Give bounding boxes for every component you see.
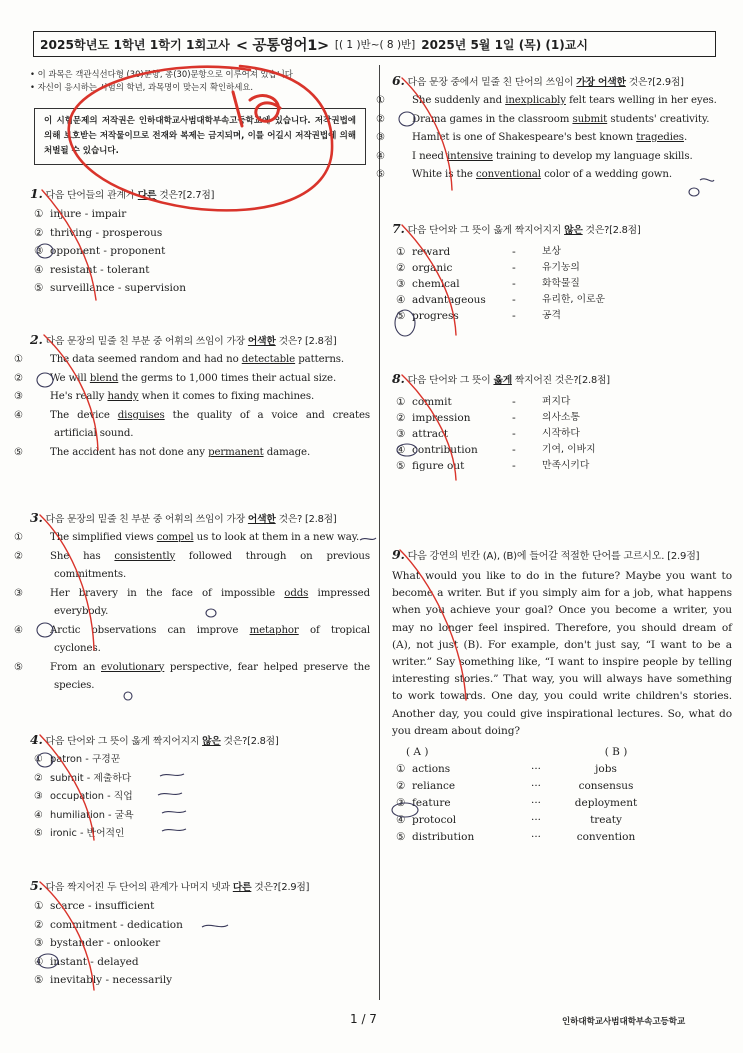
option-meaning: 시작하다 — [542, 428, 580, 439]
note-line: • 자신이 응시하는 시험의 학년, 과목명이 맞는지 확인하세요. — [30, 82, 254, 92]
option-word: figure out — [412, 460, 465, 472]
option-4[interactable] — [30, 807, 370, 826]
exam-notes — [30, 68, 370, 94]
option-text: The simplified views — [50, 532, 157, 543]
option-dash: - — [512, 262, 516, 274]
option-number: ① — [14, 354, 24, 365]
option-text: The data seemed random and had no — [50, 354, 242, 365]
option-number: ③ — [396, 278, 406, 290]
option-2[interactable] — [376, 111, 732, 130]
question-title — [392, 73, 732, 90]
exam-term: 2025학년도 1학년 1학기 1회고사 — [40, 37, 230, 52]
option-4[interactable] — [30, 953, 370, 972]
passage: What would you like to do in the future? Maybe you want to become a writer. But if you simply aim for a job, what happens when you achieve your goal? Once you become a writer, you may no longer feel inspired. Therefore, you should dream of (A), not just (B). For example, don't just say, “I want to be a writer.” Say something like, “I want to inspire people by telling interesting stories.” That way, you will always have something to work towards. One day, you could write children's stories. Another day, you could give inspirational lectures. So, what do you dream about doing? — [392, 570, 732, 737]
option-number: ① — [34, 208, 44, 220]
title-text: 것은? [2.8점] — [275, 514, 337, 525]
option-2[interactable] — [392, 260, 732, 276]
option-1[interactable] — [30, 751, 370, 770]
option-number: ⑤ — [396, 310, 406, 322]
column-divider — [379, 65, 380, 1000]
option-text: injure - impair — [50, 208, 127, 220]
option-2[interactable] — [30, 224, 370, 243]
option-5[interactable] — [14, 444, 370, 463]
option-number: ① — [376, 95, 386, 106]
option-3[interactable] — [392, 276, 732, 292]
option-number: ① — [34, 900, 44, 912]
underlined-word: detectable — [241, 354, 296, 365]
option-text: Drama games in the classroom — [412, 113, 573, 125]
option-number: ④ — [34, 809, 43, 821]
option-5[interactable] — [376, 166, 732, 185]
option-meaning: 유리한, 이로운 — [542, 294, 606, 305]
title-keyword: 어색한 — [247, 336, 276, 347]
option-number: ⑤ — [34, 828, 43, 839]
question-number: 9. — [392, 547, 405, 562]
option-text: scarce - insufficient — [50, 900, 155, 912]
underlined-word: evolutionary — [101, 661, 165, 673]
page-number: 1 / 7 — [350, 1012, 377, 1026]
option-1[interactable] — [30, 205, 370, 224]
title-text: 것은?[2.7점] — [156, 190, 215, 201]
option-text: impressed everybody. — [54, 587, 370, 617]
option-4[interactable] — [392, 292, 732, 308]
option-5[interactable] — [392, 458, 732, 474]
option-number: ⑤ — [396, 460, 406, 472]
question-9 — [392, 546, 732, 846]
option-number: ④ — [396, 814, 406, 827]
option-number: ① — [396, 246, 406, 258]
option-number: ⑤ — [34, 282, 44, 294]
title-text: 다음 강연의 빈칸 (A), (B)에 들어갈 적절한 단어를 고르시오. [2.9점] — [407, 551, 700, 562]
answer-grid — [392, 744, 732, 846]
option-word: impression — [412, 412, 471, 424]
option-number: ② — [34, 772, 43, 784]
option-number: ③ — [34, 245, 44, 257]
option-number: ② — [14, 372, 24, 384]
title-keyword: 옳게 — [493, 375, 512, 386]
exam-subject: < 공통영어1> — [235, 37, 329, 54]
options — [376, 92, 732, 185]
option-number: ⑤ — [34, 974, 44, 986]
option-word: advantageous — [412, 294, 486, 306]
option-text: felt tears welling in her eyes. — [565, 95, 717, 106]
option-dash: - — [512, 428, 516, 440]
option-number: ③ — [34, 937, 44, 949]
copyright-notice: 이 시험문제의 저작권은 인하대학교사범대학부속고등학교에 있습니다. 저작권법에 의해 보호받는 저작물이므로 전재와 복제는 금지되며, 이를 어길시 저작권법에 의해 처벌될 수 있습니다. — [34, 108, 366, 165]
option-text: submit - 제출하다 — [50, 772, 132, 784]
title-keyword: 어색한 — [247, 514, 276, 525]
option-b-text: deployment — [574, 797, 638, 810]
option-4[interactable] — [30, 261, 370, 280]
underlined-word: disguises — [117, 409, 165, 421]
option-number: ⑤ — [376, 169, 386, 180]
underlined-word: handy — [107, 391, 139, 402]
options — [14, 351, 371, 462]
option-number: ③ — [396, 797, 406, 810]
option-text: bystander - onlooker — [50, 937, 161, 949]
option-2[interactable] — [14, 370, 370, 389]
title-text: 다음 단어와 그 뜻이 — [407, 375, 494, 386]
option-text: of tropical cyclones. — [54, 624, 370, 654]
option-b-text: jobs — [595, 763, 617, 776]
left-column — [30, 68, 370, 165]
title-text: 다음 단어와 그 뜻이 옳게 짝지어지지 — [407, 225, 565, 236]
option-text: us to look at them in a new way. — [193, 532, 360, 543]
option-word: commit — [412, 396, 452, 408]
option-text: humiliation - 굴욕 — [50, 809, 134, 821]
option-a — [392, 778, 516, 795]
question-title — [30, 186, 370, 203]
option-text: the quality of a voice and creates artificial sound. — [54, 409, 371, 439]
underlined-word: conventional — [476, 169, 541, 180]
option-a — [392, 761, 516, 778]
option-text: We will — [50, 372, 90, 384]
column-gap — [526, 744, 566, 761]
option-5[interactable] — [392, 308, 732, 324]
option-dash: - — [512, 246, 516, 258]
exam-date: 2025년 5월 1일 (목) (1)교시 — [421, 37, 588, 52]
options — [14, 529, 371, 696]
option-text: color of a wedding gown. — [540, 169, 673, 180]
option-3[interactable] — [392, 426, 732, 442]
option-number: ① — [396, 396, 406, 408]
question-title — [392, 546, 732, 565]
option-number: ⑤ — [14, 661, 24, 673]
school-name: 인하대학교사범대학부속고등학교 — [562, 1017, 686, 1027]
option-dots: ··· — [530, 763, 541, 776]
title-text: 것은? [2.8점] — [275, 336, 337, 347]
option-2[interactable] — [30, 770, 370, 789]
option-dash: - — [512, 444, 516, 456]
option-number: ② — [34, 226, 44, 239]
option-number: ④ — [14, 624, 24, 636]
option-3[interactable] — [376, 129, 732, 148]
title-text: 다음 단어들의 관계가 — [45, 190, 138, 201]
option-1[interactable] — [14, 351, 370, 370]
options — [30, 751, 370, 844]
option-text: instant - delayed — [50, 955, 139, 968]
option-2[interactable] — [14, 548, 370, 585]
column-a-label: ( A ) — [406, 746, 429, 759]
title-keyword: 않은 — [202, 736, 221, 747]
title-keyword: 가장 어색한 — [576, 77, 626, 88]
option-text: patron - 구경꾼 — [50, 754, 121, 765]
question-number: 2. — [30, 332, 43, 347]
option-word: organic — [412, 262, 453, 274]
title-text: 것은?[2.9점] — [251, 882, 310, 893]
underlined-word: blend — [89, 372, 119, 384]
question-4 — [30, 732, 370, 844]
option-text: The device — [50, 409, 118, 421]
option-text: students' creativity. — [607, 113, 710, 125]
answer-grid-header — [392, 744, 732, 761]
option-text: From an — [50, 661, 101, 673]
underlined-word: compel — [156, 532, 194, 543]
options — [392, 244, 732, 324]
exam-classes: [( 1 )반~( 8 )반] — [334, 38, 416, 51]
option-3[interactable] — [30, 242, 370, 261]
question-title — [30, 878, 370, 895]
option-text: She has — [50, 550, 115, 562]
title-keyword: 다른 — [137, 190, 157, 201]
option-3[interactable] — [30, 788, 370, 807]
question-number: 6. — [392, 73, 405, 88]
question-3 — [14, 510, 371, 696]
option-text: . — [683, 132, 688, 143]
option-number: ③ — [14, 587, 24, 599]
question-5 — [30, 878, 370, 990]
question-2 — [14, 332, 371, 462]
option-dash: - — [512, 294, 516, 306]
option-word: chemical — [412, 278, 460, 290]
option-meaning: 유기농의 — [542, 262, 580, 273]
title-text: 다음 문장의 밑줄 친 부분 중 어휘의 쓰임이 가장 — [45, 336, 248, 347]
option-3[interactable] — [14, 388, 370, 407]
underlined-word: tragedies — [636, 132, 684, 143]
question-number: 8. — [392, 371, 405, 386]
option-dots: ··· — [530, 831, 541, 844]
title-text: 것은?[2.8점] — [582, 225, 641, 236]
option-text: patterns. — [295, 354, 345, 365]
options — [392, 394, 732, 474]
option-4[interactable] — [392, 442, 732, 458]
option-dash: - — [512, 460, 516, 472]
option-text: inevitably - necessarily — [50, 974, 173, 986]
option-meaning: 보상 — [542, 246, 561, 257]
underlined-word: odds — [284, 587, 309, 599]
option-text: perspective, fear helped preserve the species. — [54, 661, 371, 691]
option-text: Her bravery in the face of impossible — [50, 587, 285, 599]
option-number: ② — [396, 412, 406, 424]
pencil-dot — [689, 188, 699, 196]
option-2[interactable] — [30, 916, 370, 935]
underlined-word: metaphor — [249, 624, 299, 636]
option-number: ④ — [396, 294, 406, 306]
option-text: the germs to 1,000 times their actual size. — [118, 372, 337, 384]
options — [30, 897, 370, 990]
option-meaning: 기여, 이바지 — [542, 444, 596, 455]
option-number: ② — [396, 262, 406, 274]
option-3[interactable] — [30, 934, 370, 953]
option-dash: - — [512, 310, 516, 322]
option-word: contribution — [412, 444, 478, 456]
option-number: ② — [34, 918, 44, 931]
option-dash: - — [512, 396, 516, 408]
option-number: ④ — [34, 263, 44, 276]
option-1[interactable] — [392, 244, 732, 260]
question-8 — [392, 371, 732, 474]
option-a — [392, 795, 516, 812]
option-meaning: 공격 — [542, 310, 561, 321]
option-a — [392, 829, 516, 846]
option-text: followed through on previous commitments. — [54, 550, 370, 580]
option-text: Arctic observations can improve — [50, 624, 250, 636]
option-number: ① — [34, 754, 43, 765]
question-title — [30, 510, 370, 527]
option-meaning: 만족시키다 — [542, 460, 590, 471]
option-number: ⑤ — [14, 446, 24, 458]
question-title — [392, 371, 732, 388]
question-6 — [376, 73, 732, 185]
option-text: The accident has not done any — [50, 446, 209, 458]
underlined-word: consistently — [114, 550, 176, 562]
option-dots: ··· — [530, 814, 541, 827]
option-number: ⑤ — [396, 831, 406, 844]
option-dash: - — [512, 412, 516, 424]
exam-header — [33, 31, 716, 57]
option-number: ② — [376, 113, 386, 125]
option-number: ④ — [396, 444, 406, 456]
title-text: 다음 단어와 그 뜻이 옳게 짝지어지지 — [45, 736, 203, 747]
title-text: 다음 짝지어진 두 단어의 관계가 나머지 넷과 — [45, 882, 233, 893]
column-b-label: ( B ) — [604, 746, 628, 759]
question-title — [392, 221, 732, 238]
title-text: 짝지어진 것은?[2.8점] — [511, 375, 610, 386]
question-number: 7. — [392, 221, 405, 236]
title-keyword: 않은 — [564, 225, 583, 236]
option-a-text: feature — [412, 797, 451, 810]
option-number: ③ — [14, 391, 24, 402]
options — [30, 205, 370, 298]
option-dash: - — [512, 278, 516, 290]
option-number: ④ — [34, 955, 44, 968]
option-dots: ··· — [530, 797, 541, 810]
option-4[interactable] — [392, 812, 732, 829]
option-number: ② — [14, 550, 24, 562]
option-text: thriving - prosperous — [50, 226, 163, 239]
option-text: opponent - proponent — [50, 245, 166, 257]
option-text: ironic - 반어적인 — [50, 828, 125, 839]
option-4[interactable] — [14, 622, 370, 659]
option-text: when it comes to fixing machines. — [138, 391, 315, 402]
option-a-text: actions — [412, 763, 451, 776]
question-number: 5. — [30, 878, 43, 893]
option-dots: ··· — [530, 780, 541, 793]
option-number: ④ — [376, 150, 386, 162]
question-title — [30, 732, 370, 749]
option-b-text: treaty — [590, 814, 622, 827]
option-meaning: 퍼지다 — [542, 396, 571, 407]
option-number: ④ — [14, 409, 24, 421]
note-line: • 이 과목은 객관식선다형 (30)문항, 총(30)문항으로 이루어져 있습니다 — [30, 69, 293, 79]
option-text: damage. — [263, 446, 311, 458]
underlined-word: inexplicably — [505, 95, 566, 106]
option-word: progress — [412, 310, 459, 322]
option-1[interactable] — [30, 897, 370, 916]
option-number: ① — [14, 532, 24, 543]
title-text: 것은?[2.9점] — [625, 77, 684, 88]
option-b-text: consensus — [578, 780, 634, 793]
option-text: occupation - 직업 — [50, 791, 133, 802]
option-text: Hamlet is one of Shakespeare's best known — [412, 132, 637, 143]
underlined-word: submit — [572, 113, 608, 125]
option-a-text: distribution — [412, 831, 475, 844]
option-word: reward — [412, 246, 451, 258]
option-a-text: reliance — [412, 780, 456, 793]
question-number: 4. — [30, 732, 43, 747]
option-3[interactable] — [392, 795, 732, 812]
option-4[interactable] — [14, 407, 371, 444]
option-5[interactable] — [392, 829, 732, 846]
option-text: I need — [412, 150, 447, 162]
option-number: ② — [396, 780, 406, 793]
option-1[interactable] — [14, 529, 370, 548]
option-text: White is the — [412, 169, 476, 180]
title-text: 다음 문장의 밑줄 친 부분 중 어휘의 쓰임이 가장 — [45, 514, 248, 525]
question-7 — [392, 221, 732, 324]
option-1[interactable] — [376, 92, 732, 111]
option-1[interactable] — [392, 761, 732, 778]
option-text: training to develop my language skills. — [492, 150, 693, 162]
underlined-word: permanent — [208, 446, 264, 458]
option-4[interactable] — [376, 148, 732, 167]
option-number: ① — [396, 763, 406, 776]
option-a-text: protocol — [412, 814, 457, 827]
option-text: She suddenly and — [412, 95, 506, 106]
option-3[interactable] — [14, 585, 370, 622]
option-number: ③ — [34, 791, 43, 802]
title-text: 다음 문장 중에서 밑줄 친 단어의 쓰임이 — [407, 77, 577, 88]
option-text: He's really — [50, 391, 108, 402]
question-1 — [30, 186, 370, 298]
option-5[interactable] — [30, 825, 370, 844]
title-text: 것은?[2.8점] — [220, 736, 279, 747]
option-text: resistant - tolerant — [50, 263, 150, 276]
option-number: ③ — [376, 132, 386, 143]
option-text: commitment - dedication — [50, 918, 183, 931]
option-5[interactable] — [30, 279, 370, 298]
option-5[interactable] — [30, 971, 370, 990]
option-text: surveillance - supervision — [50, 282, 186, 294]
underlined-word: intensive — [446, 150, 493, 162]
option-2[interactable] — [392, 410, 732, 426]
option-2[interactable] — [392, 778, 732, 795]
option-5[interactable] — [14, 659, 371, 696]
option-number: ③ — [396, 428, 406, 440]
option-1[interactable] — [392, 394, 732, 410]
option-meaning: 화학물질 — [542, 278, 580, 289]
question-number: 1. — [30, 186, 43, 201]
question-title — [30, 332, 370, 349]
option-meaning: 의사소통 — [542, 412, 580, 423]
option-b-text: convention — [576, 831, 636, 844]
question-number: 3. — [30, 510, 43, 525]
option-a — [392, 812, 516, 829]
option-word: attract — [412, 428, 449, 440]
title-keyword: 다른 — [232, 882, 252, 893]
